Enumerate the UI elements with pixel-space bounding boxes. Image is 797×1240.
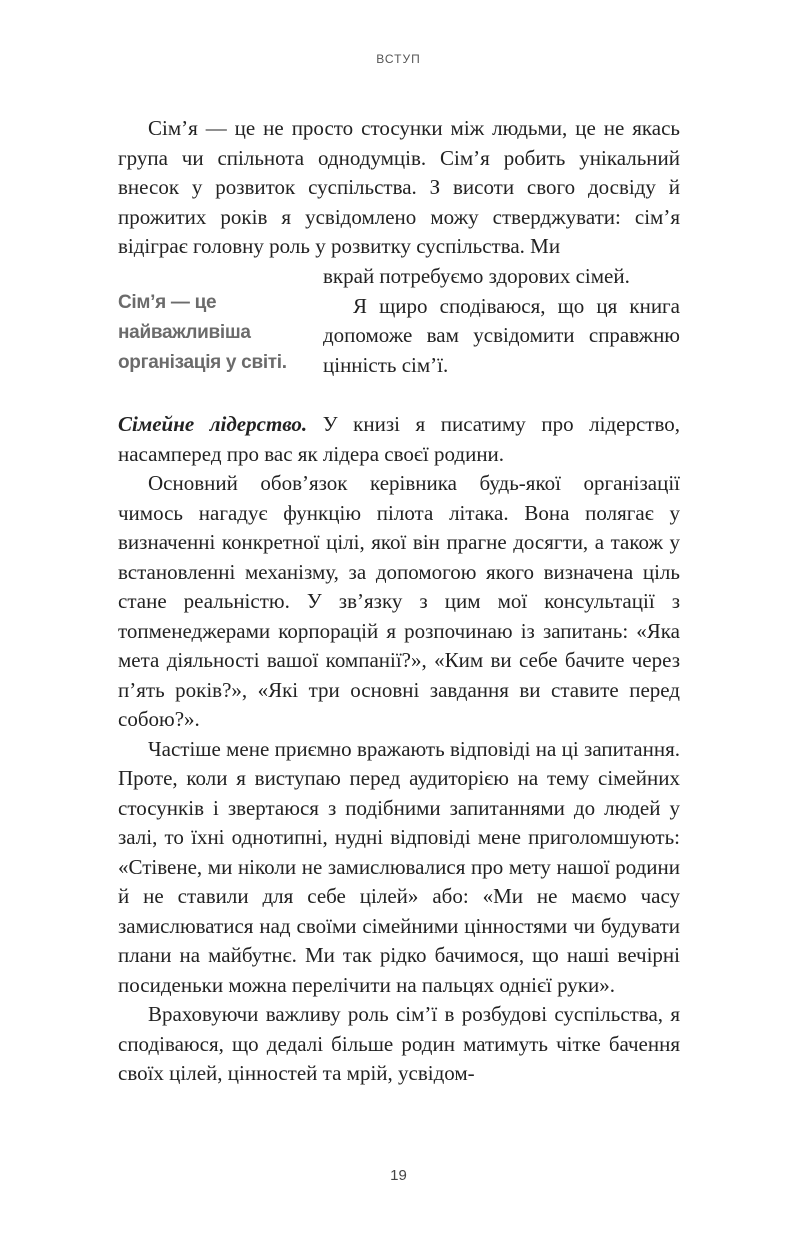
running-head: ВСТУП <box>376 52 421 66</box>
section-lead-paragraph <box>118 410 680 469</box>
narrow-column <box>323 262 680 380</box>
section-lead-text: У книзі я писатиму про лідерство, насамперед про вас як лідера своєї родини. <box>118 412 680 466</box>
intro-continuation: вкрай потребуємо здорових сімей. <box>323 264 630 288</box>
pull-quote: Сім’я — це найважливіша організація у світі. <box>118 292 287 373</box>
body-paragraph-2: Частіше мене приємно вражають відповіді на ці запитання. Проте, коли я виступаю перед аудиторією на тему сімейних стосунків і звертаюся з подібними запитаннями до людей у залі, то їхні однотипні, нудні відповіді мене приголомшують: «Стівене, ми ніколи не замислювалися про мету нашої родини й не ставили для себе цілей» або: «Ми не маємо часу замислюватися над своїми сімейними цінностями чи будувати плани на майбутнє. Ми так рідко бачимося, що наші вечірні посиденьки можна перелічити на пальцях однієї руки». <box>118 736 680 997</box>
page-number: 19 <box>390 1167 407 1184</box>
intro-block <box>118 114 680 262</box>
hope-paragraph: Я щиро сподіваюся, що ця книга допоможе вам усвідомити справжню цінність сім’ї. <box>323 293 680 377</box>
family-leadership-section <box>118 410 680 1089</box>
body-paragraph-1: Основний обов’язок керівника будь-якої організації чимось нагадує функцію пілота літака. Вона полягає у визначенні конкретної цілі, якої він прагне досягти, а також у встановленні механізму, за допомогою якого визначена ціль стане реальністю. У зв’язку з цим мої консультації з топменеджерами корпорацій я розпочинаю із запитань: «Яка мета діяльності вашої компанії?», «Ким ви себе бачите через п’ять років?», «Які три основні завдання ви ставите перед собою?». <box>118 471 680 731</box>
intro-paragraph: Сім’я — це не просто стосунки між людьми, це не якась група чи спільнота однодумців. Сім’я робить унікальний внесок у розвиток суспільства. З висоти свого досвіду й прожитих років я усвідомлено можу стверджувати: сім’я відіграє головну роль у розвитку суспільства. Ми <box>118 116 680 258</box>
pull-quote-section <box>118 262 680 387</box>
section-lead-in: Сімейне лідерство. <box>118 412 308 436</box>
body-paragraph-3: Враховуючи важливу роль сім’ї в розбудові суспільства, я сподіваюся, що дедалі більше родин матимуть чітке бачення своїх цілей, цінностей та мрій, усвідом- <box>118 1002 680 1085</box>
